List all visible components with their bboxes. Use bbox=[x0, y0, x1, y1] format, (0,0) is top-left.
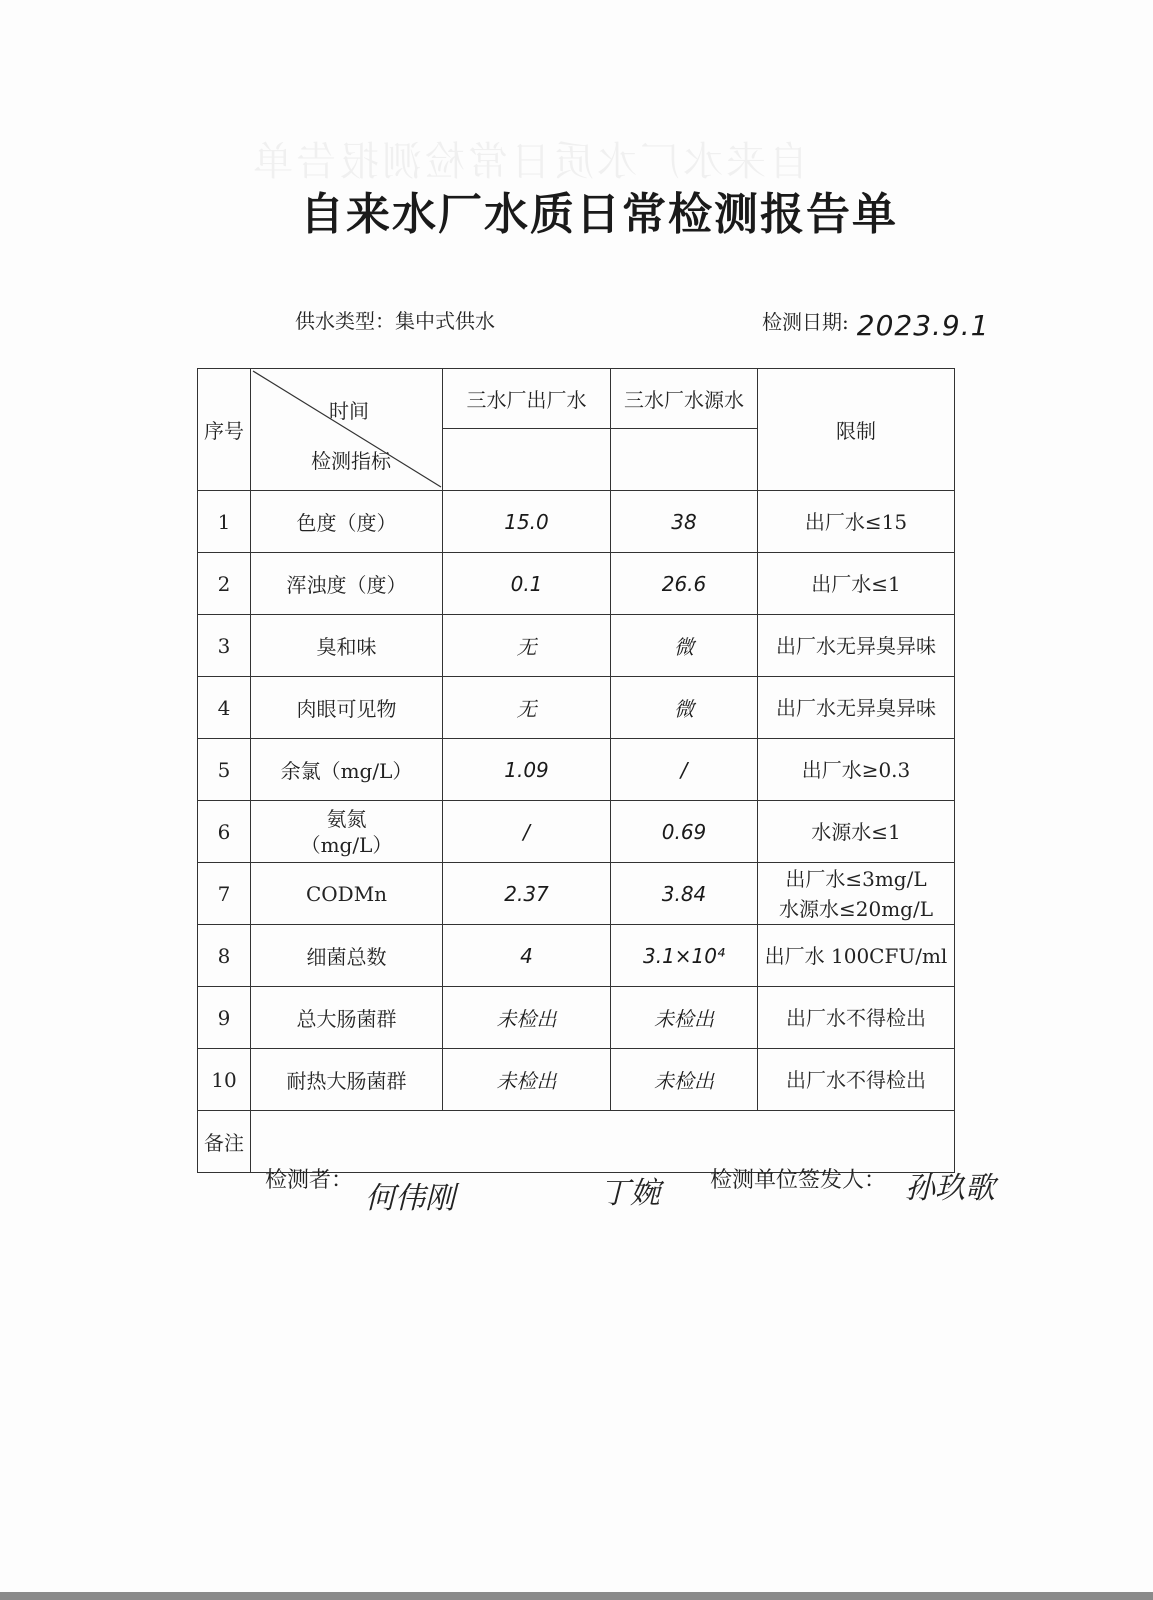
row-number: 10 bbox=[198, 1049, 251, 1111]
outlet-value: / bbox=[443, 801, 611, 863]
table-header-row bbox=[198, 369, 955, 429]
source-value: / bbox=[611, 739, 758, 801]
outlet-value: 无 bbox=[443, 677, 611, 739]
row-indicator-line1: 氨氮 bbox=[326, 806, 367, 831]
source-value: 微 bbox=[611, 677, 758, 739]
row-indicator bbox=[251, 801, 443, 863]
row-number: 4 bbox=[198, 677, 251, 739]
source-value: 26.6 bbox=[611, 553, 758, 615]
row-indicator: 臭和味 bbox=[251, 615, 443, 677]
col-source-subheader bbox=[611, 429, 758, 491]
row-indicator: 余氯（mg/L） bbox=[251, 739, 443, 801]
row-number: 7 bbox=[198, 863, 251, 925]
outlet-value: 无 bbox=[443, 615, 611, 677]
row-indicator: 肉眼可见物 bbox=[251, 677, 443, 739]
table-row bbox=[198, 863, 955, 925]
row-limit: 出厂水不得检出 bbox=[758, 987, 955, 1049]
scan-edge bbox=[0, 1592, 1153, 1600]
test-date bbox=[762, 303, 990, 342]
seq-header: 序号 bbox=[198, 369, 251, 491]
report-table bbox=[197, 368, 955, 1173]
tester-signature-1: 何伟刚 bbox=[365, 1181, 455, 1216]
source-value: 3.84 bbox=[611, 863, 758, 925]
row-indicator: 总大肠菌群 bbox=[251, 987, 443, 1049]
row-limit: 出厂水≤1 bbox=[758, 553, 955, 615]
row-limit: 出厂水≥0.3 bbox=[758, 739, 955, 801]
row-limit: 出厂水 100CFU/ml bbox=[758, 925, 955, 987]
col-outlet-header: 三水厂出厂水 bbox=[443, 369, 611, 429]
row-number: 1 bbox=[198, 491, 251, 553]
source-value: 3.1×10⁴ bbox=[611, 925, 758, 987]
table-row bbox=[198, 987, 955, 1049]
row-indicator: CODMn bbox=[251, 863, 443, 925]
table-row bbox=[198, 615, 955, 677]
table-row bbox=[198, 801, 955, 863]
outlet-value: 1.09 bbox=[443, 739, 611, 801]
col-source-header: 三水厂水源水 bbox=[611, 369, 758, 429]
table-row bbox=[198, 677, 955, 739]
outlet-value: 未检出 bbox=[443, 1049, 611, 1111]
issuer-signature: 孙玖歌 bbox=[905, 1171, 995, 1206]
supply-type: 供水类型：集中式供水 bbox=[295, 309, 495, 333]
row-limit: 出厂水无异臭异味 bbox=[758, 677, 955, 739]
tester-signature-2: 丁婉 bbox=[600, 1176, 660, 1211]
row-number: 5 bbox=[198, 739, 251, 801]
limit-header: 限制 bbox=[758, 369, 955, 491]
tester-label: 检测者： bbox=[265, 1168, 354, 1193]
outlet-value: 15.0 bbox=[443, 491, 611, 553]
table-row bbox=[198, 739, 955, 801]
diagonal-header-cell bbox=[251, 369, 443, 491]
row-number: 3 bbox=[198, 615, 251, 677]
outlet-value: 2.37 bbox=[443, 863, 611, 925]
row-limit: 水源水≤1 bbox=[758, 801, 955, 863]
row-limit: 出厂水无异臭异味 bbox=[758, 615, 955, 677]
test-date-label: 检测日期: bbox=[762, 310, 849, 334]
page-title: 自来水厂水质日常检测报告单 bbox=[300, 189, 898, 240]
row-number: 8 bbox=[198, 925, 251, 987]
row-indicator: 细菌总数 bbox=[251, 925, 443, 987]
source-value: 未检出 bbox=[611, 987, 758, 1049]
row-number: 2 bbox=[198, 553, 251, 615]
bleed-through-title: 自来水厂水质日常检测报告单 bbox=[250, 139, 809, 185]
outlet-value: 4 bbox=[443, 925, 611, 987]
row-limit-line1: 出厂水≤3mg/L bbox=[785, 866, 927, 891]
outlet-value: 0.1 bbox=[443, 553, 611, 615]
row-number: 9 bbox=[198, 987, 251, 1049]
col-outlet-subheader bbox=[443, 429, 611, 491]
outlet-value: 未检出 bbox=[443, 987, 611, 1049]
row-indicator: 耐热大肠菌群 bbox=[251, 1049, 443, 1111]
table-row bbox=[198, 1049, 955, 1111]
test-date-value: 2023.9.1 bbox=[856, 309, 990, 342]
source-value: 0.69 bbox=[611, 801, 758, 863]
row-limit: 出厂水≤15 bbox=[758, 491, 955, 553]
row-indicator: 浑浊度（度） bbox=[251, 553, 443, 615]
remark-label: 备注 bbox=[198, 1111, 251, 1173]
row-indicator: 色度（度） bbox=[251, 491, 443, 553]
indicator-header: 检测指标 bbox=[311, 449, 391, 473]
source-value: 微 bbox=[611, 615, 758, 677]
row-indicator-line2: （mg/L） bbox=[300, 832, 393, 857]
issuer-label: 检测单位签发人： bbox=[710, 1168, 887, 1193]
row-limit bbox=[758, 863, 955, 925]
source-value: 38 bbox=[611, 491, 758, 553]
source-value: 未检出 bbox=[611, 1049, 758, 1111]
row-number: 6 bbox=[198, 801, 251, 863]
table-row bbox=[198, 925, 955, 987]
row-limit-line2: 水源水≤20mg/L bbox=[779, 896, 933, 921]
row-limit: 出厂水不得检出 bbox=[758, 1049, 955, 1111]
time-header: 时间 bbox=[329, 399, 369, 423]
table-row bbox=[198, 553, 955, 615]
table-row bbox=[198, 491, 955, 553]
signature-area bbox=[265, 1163, 1065, 1243]
